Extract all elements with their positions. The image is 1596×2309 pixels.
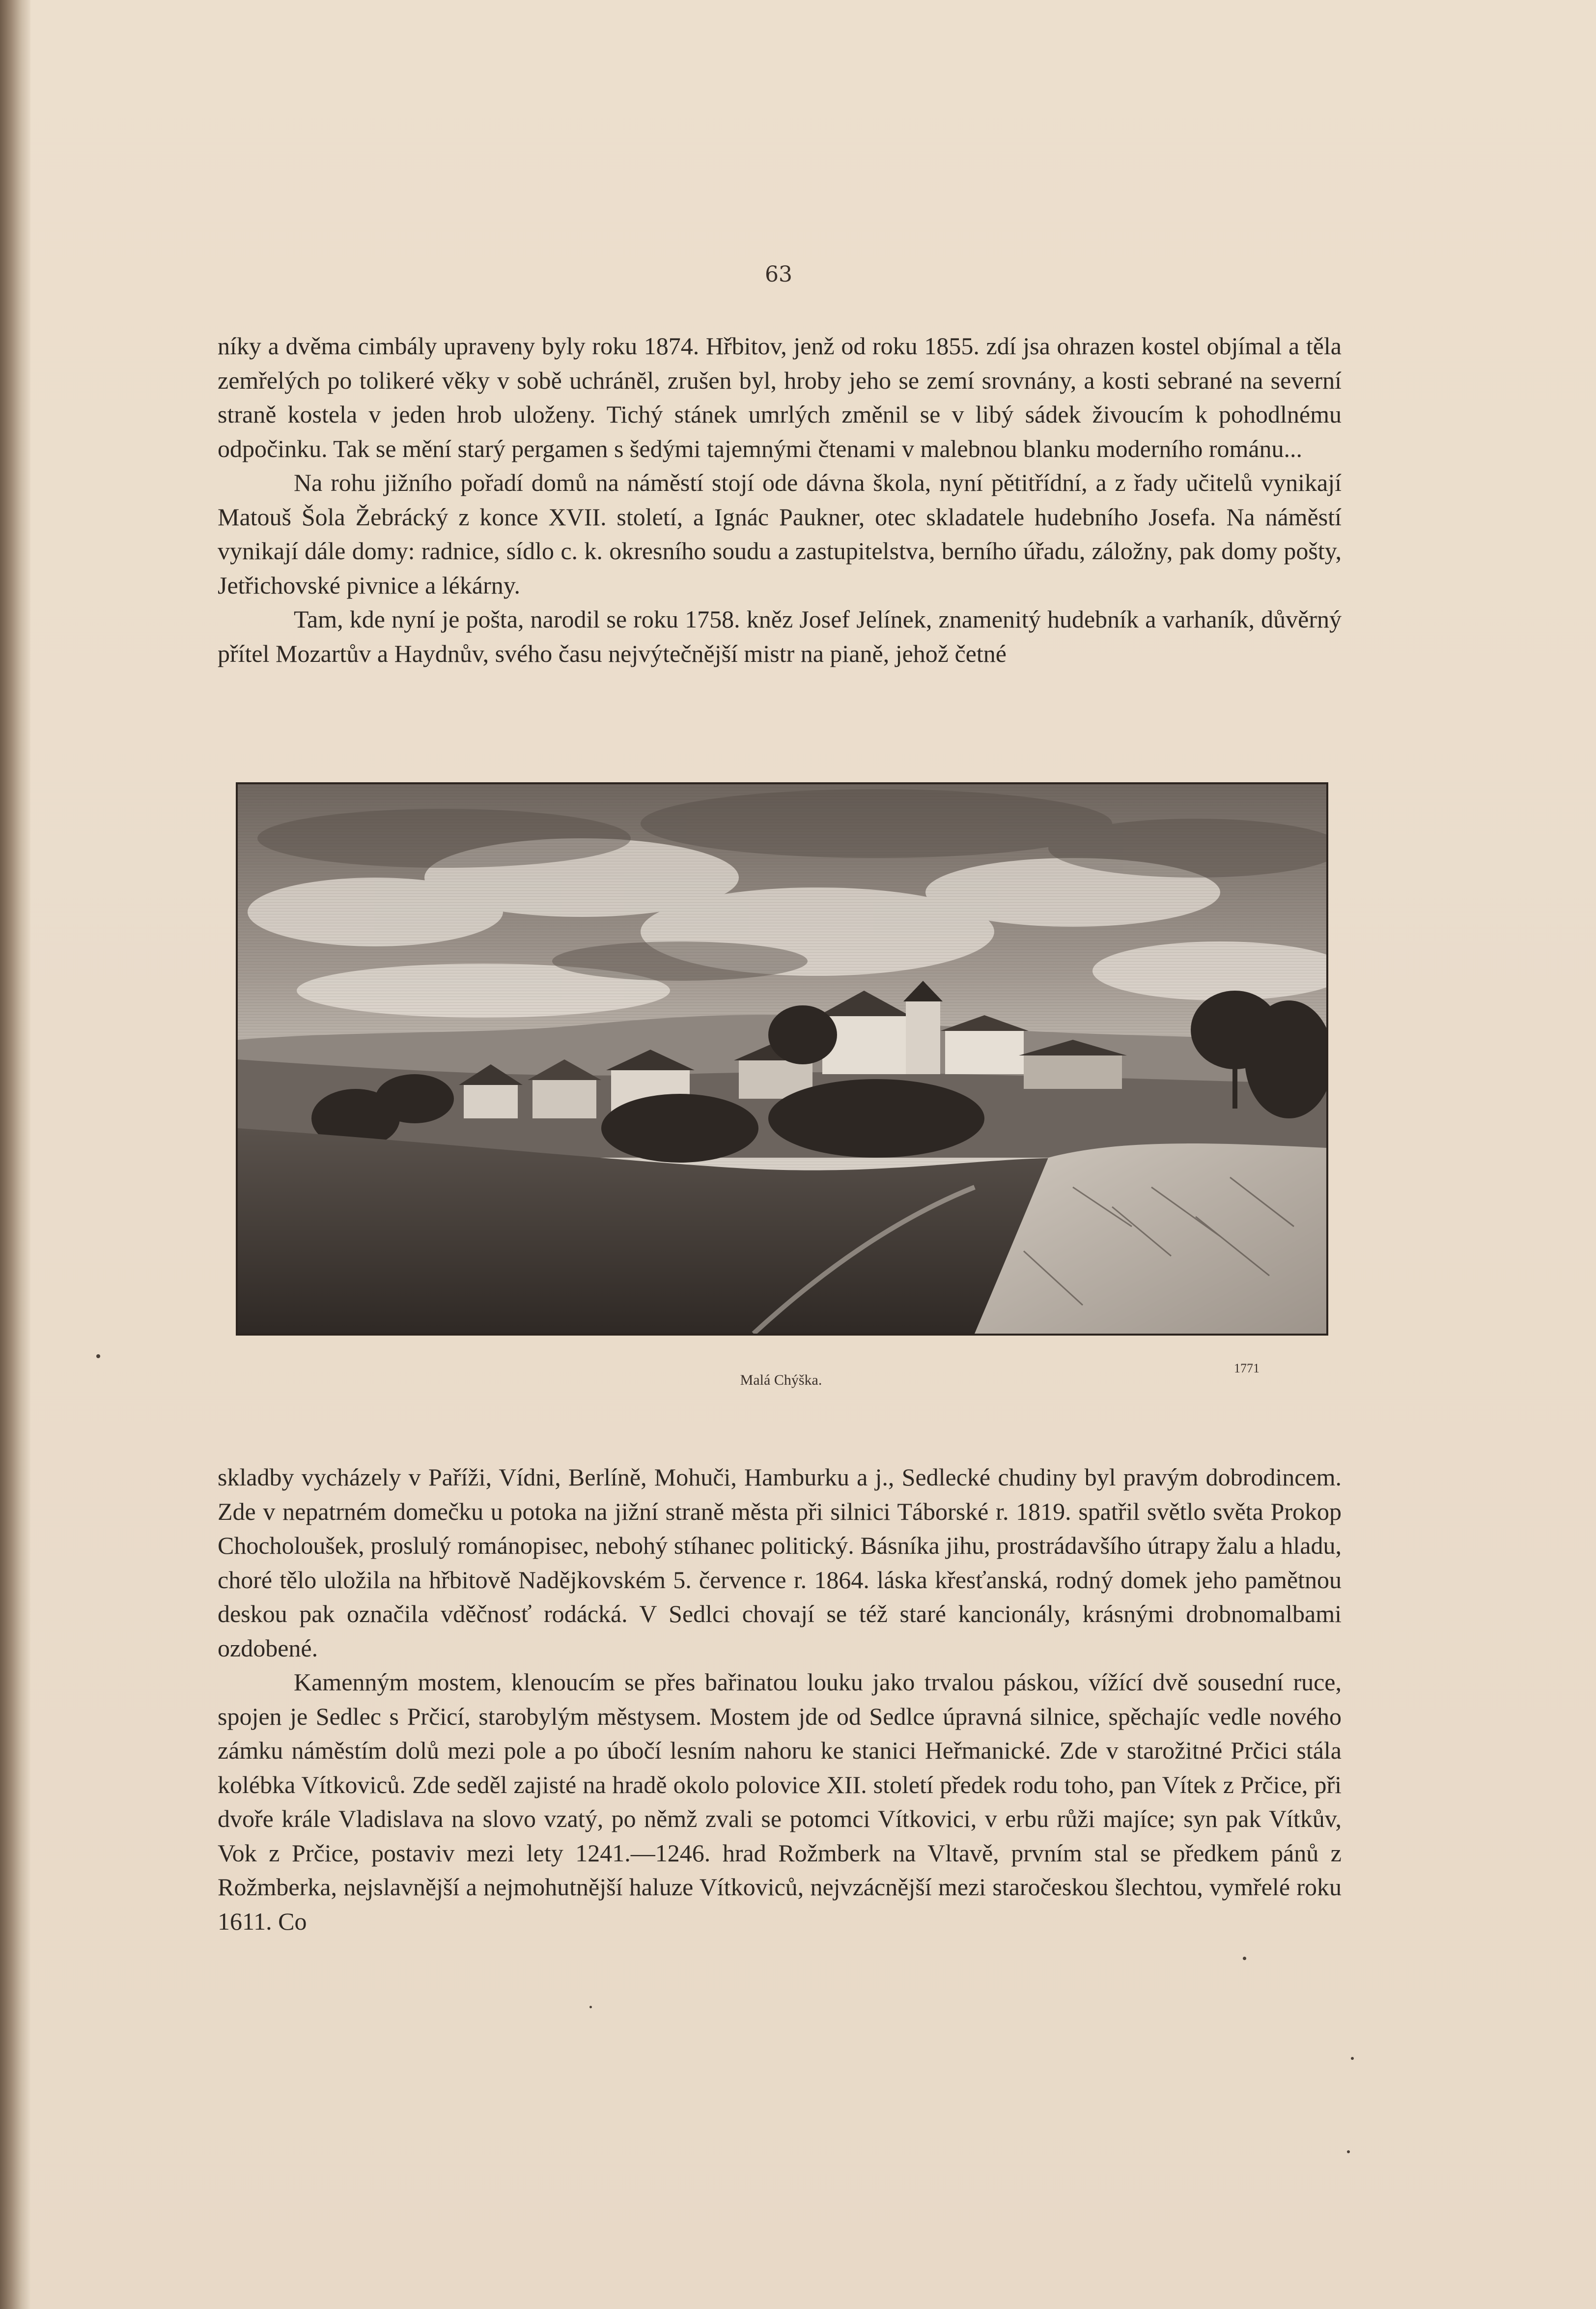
paragraph: Tam, kde nyní je pošta, narodil se roku 1758. kněz Josef Jelínek, znamenitý hudebník a varhaník, důvěrný přítel Mozartův a Haydnův, svého času nejvýtečnější mistr na pianě, jehož četné (218, 605, 1342, 667)
page-number: 63 (765, 262, 792, 287)
print-speck (589, 2006, 592, 2008)
paragraph: Na rohu jižního pořadí domů na náměstí stojí ode dávna škola, nyní pětitřídní, a z řady učitelů vynikají Matouš Šola Žebrácký z konce XVII. století, a Ignác Paukner, otec skladatele hudebního Josefa. Na náměstí vynikají dále domy: radnice, sídlo c. k. okresního soudu a zastupitelstva, berního úřadu, záložny, pak domy pošty, Jetřichovské pivnice a lékárny. (218, 469, 1342, 599)
print-speck (96, 1354, 100, 1358)
figure-caption: Malá Chýška. (740, 1372, 822, 1388)
print-speck (1351, 2057, 1354, 2060)
book-binding-edge (0, 0, 30, 2309)
text-block-bottom (218, 1460, 1342, 1938)
landscape-engraving (238, 784, 1326, 1334)
text-block-top (218, 329, 1342, 671)
print-speck (1243, 1957, 1246, 1960)
paragraph: níky a dvěma cimbály upraveny byly roku 1874. Hřbitov, jenž od roku 1855. zdí jsa ohrazen kostel objímal a těla zemřelých po tolikeré věky v sobě uchránĕl, zrušen byl, hroby jeho se zemí srovnány, a kosti sebrané na severní straně kostela v jeden hrob uloženy. Tichý stánek umrlých změnil se v libý sádek živoucím k pohodlnému odpočinku. Tak se mění starý pergamen s šedými tajemnými čtenami v malebnou blanku moderního románu... (218, 332, 1342, 462)
print-speck (1347, 2150, 1350, 2153)
paragraph: Kamenným mostem, klenoucím se přes bařinatou louku jako trvalou páskou, vížící dvě sousední ruce, spojen je Sedlec s Prčicí, starobylým městysem. Mostem jde od Sedlce úpravná silnice, spěchajíc vedle nového zámku náměstím dolů mezi pole a po úbočí lesním nahoru ke stanici Heřmanické. Zde v starožitné Prčici stála kolébka Vítkoviců. Zde seděl zajisté na hradě okolo polovice XII. století předek rodu toho, pan Vítek z Prčice, při dvoře krále Vladislava na slovo vzatý, po němž zvali se potomci Vítkovici, v erbu růži majíce; syn pak Vítkův, Vok z Prčice, postaviv mezi lety 1241.—1246. hrad Rožmberk na Vltavě, prvním stal se předkem pánů z Rožmberka, nejslavnější a nejmohutnější haluze Vítkoviců, nejvzácnější mezi staročeskou šlechtou, vymřelé roku 1611. Co (218, 1668, 1342, 1935)
plate-number: 1771 (1234, 1361, 1260, 1375)
engraving-illustration (236, 782, 1328, 1336)
paragraph: skladby vycházely v Paříži, Vídni, Berlíně, Mohuči, Hamburku a j., Sedlecké chudiny byl pravým dobrodincem. Zde v nepatrném domečku u potoka na jižní straně města při silnici Táborské r. 1819. spatřil světlo světa Prokop Chocholoušek, proslulý románopisec, nebohý stíhanec politický. Básníka jihu, prostrádavšího útrapy žalu a hladu, choré tělo uložila na hřbitově Nadějkovském 5. července r. 1864. láska křesťanská, rodný domek jeho pamětnou deskou pak označila vděčnosť rodácká. V Sedlci chovají se též staré kancionály, krásnými drobnomalbami ozdobené. (218, 1463, 1342, 1662)
